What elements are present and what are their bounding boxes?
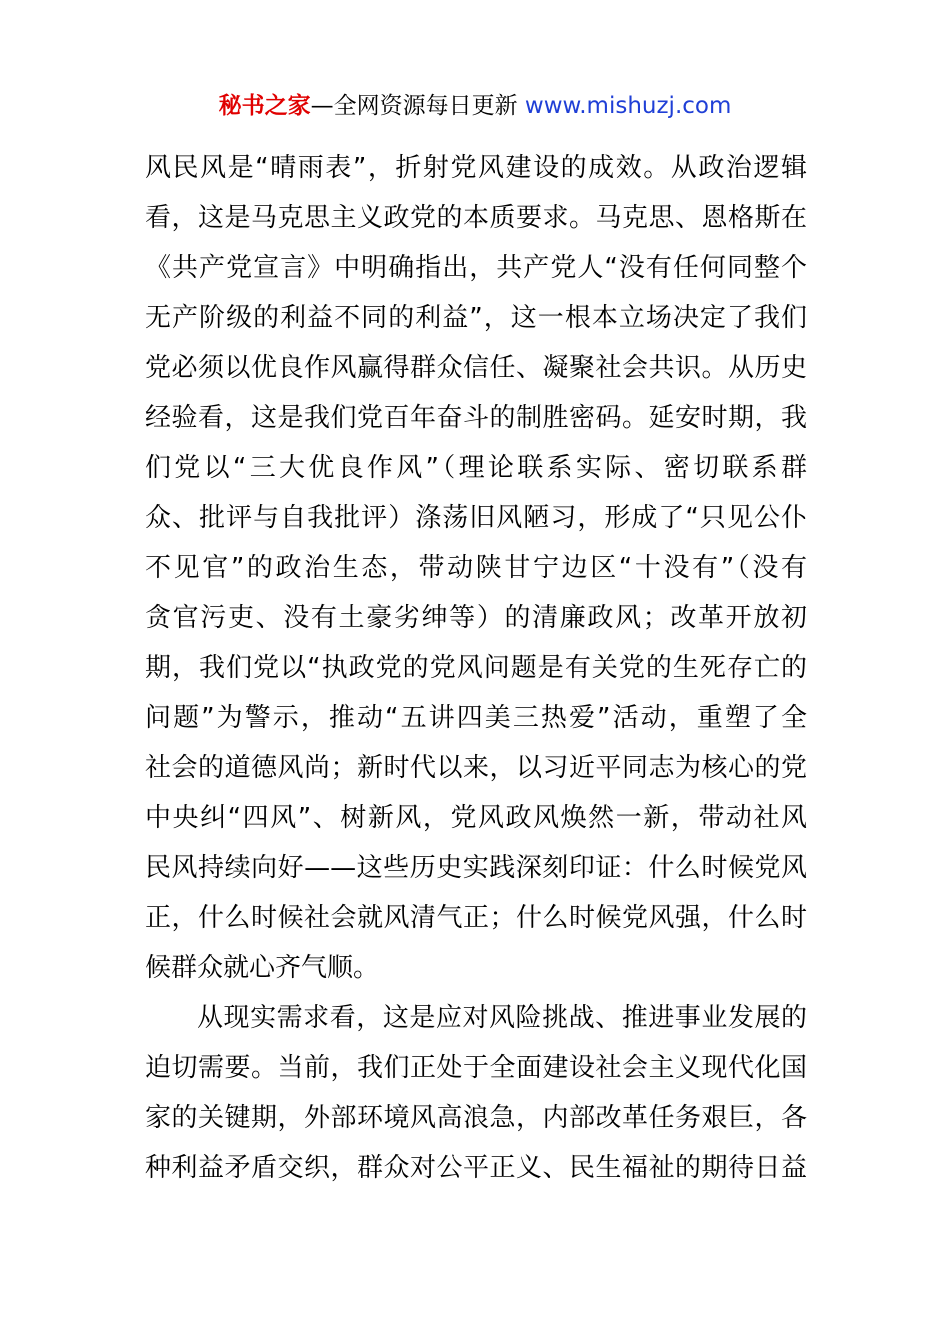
text-line: 贪官污吏、没有土豪劣绅等）的清廉政风；改革开放初 bbox=[145, 603, 807, 633]
text-line: 社会的道德风尚；新时代以来，以习近平同志为核心的党 bbox=[145, 753, 807, 783]
paragraph bbox=[145, 993, 807, 1193]
text-line: 种利益矛盾交织，群众对公平正义、民生福祉的期待日益 bbox=[145, 1153, 807, 1183]
text-line: 候群众就心齐气顺。 bbox=[145, 953, 380, 983]
text-line: 中央纠“四风”、树新风，党风政风焕然一新，带动社风 bbox=[145, 803, 807, 833]
text-line: 问题”为警示，推动“五讲四美三热爱”活动，重塑了全 bbox=[145, 703, 807, 733]
text-line: 民风持续向好——这些历史实践深刻印证：什么时候党风 bbox=[145, 853, 807, 883]
site-tagline: —全网资源每日更新 bbox=[310, 93, 525, 119]
text-line: 党必须以优良作风赢得群众信任、凝聚社会共识。从历史 bbox=[145, 353, 807, 383]
text-line: 家的关键期，外部环境风高浪急，内部改革任务艰巨，各 bbox=[145, 1103, 807, 1133]
text-line: 风民风是“晴雨表”，折射党风建设的成效。从政治逻辑 bbox=[145, 153, 807, 183]
paragraph bbox=[145, 143, 807, 993]
text-line: 们党以“三大优良作风”（理论联系实际、密切联系群 bbox=[145, 453, 807, 483]
text-line: 看，这是马克思主义政党的本质要求。马克思、恩格斯在 bbox=[145, 203, 807, 233]
text-line: 期，我们党以“执政党的党风问题是有关党的生死存亡的 bbox=[145, 653, 807, 683]
site-header bbox=[0, 90, 950, 122]
text-line: 正，什么时候社会就风清气正；什么时候党风强，什么时 bbox=[145, 903, 807, 933]
site-brand: 秘书之家 bbox=[218, 93, 311, 119]
text-line: 《共产党宣言》中明确指出，共产党人“没有任何同整个 bbox=[145, 253, 807, 283]
text-line: 无产阶级的利益不同的利益”，这一根本立场决定了我们 bbox=[145, 303, 807, 333]
text-line: 不见官”的政治生态，带动陕甘宁边区“十没有”（没有 bbox=[145, 553, 807, 583]
site-url-link[interactable]: www.mishuzj.com bbox=[524, 93, 732, 119]
text-line: 迫切需要。当前，我们正处于全面建设社会主义现代化国 bbox=[145, 1053, 807, 1083]
document-body bbox=[145, 143, 807, 1193]
text-line: 经验看，这是我们党百年奋斗的制胜密码。延安时期，我 bbox=[145, 403, 807, 433]
text-line: 从现实需求看，这是应对风险挑战、推进事业发展的 bbox=[197, 1003, 807, 1033]
text-line: 众、批评与自我批评）涤荡旧风陋习，形成了“只见公仆 bbox=[145, 503, 807, 533]
